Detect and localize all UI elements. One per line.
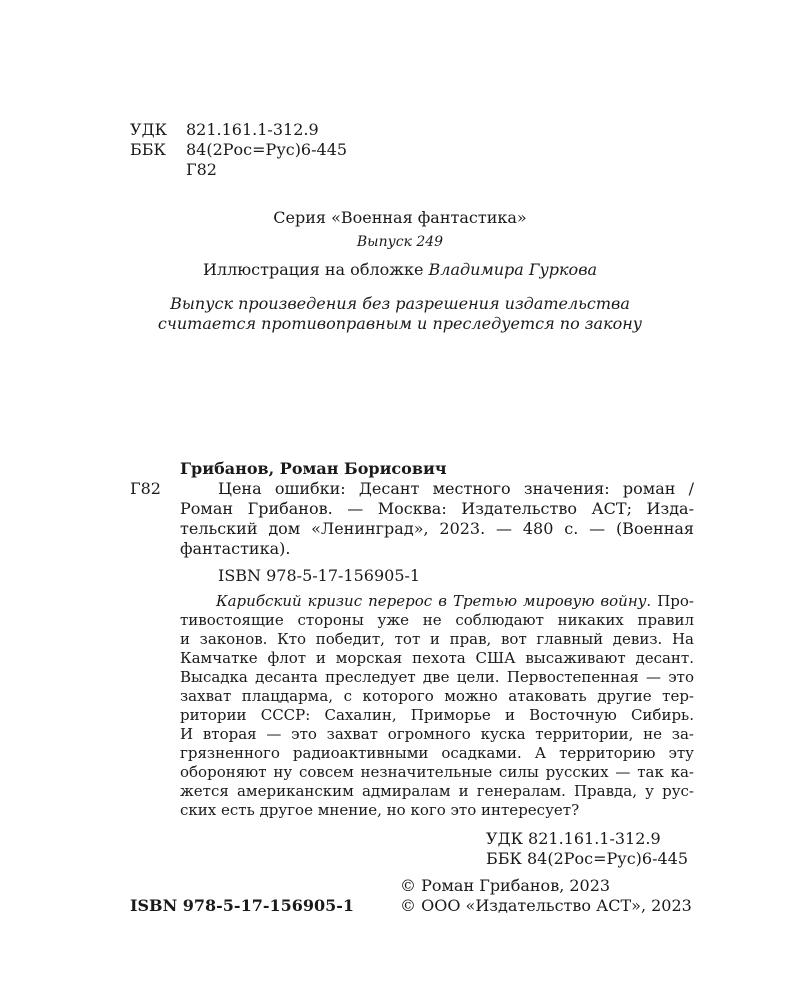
annotation-line: тивостоящие стороны уже не соблюдают никаких правил xyxy=(180,611,694,629)
annotation-line: обороняют ну совсем незначительные силы русских — так ка- xyxy=(180,763,694,781)
illustration-artist: Владимира Гуркова xyxy=(428,260,598,279)
bibliography-mark: Г82 xyxy=(130,479,161,498)
annotation-line: Камчатке флот и морская пехота США высаживают десант. xyxy=(180,649,694,667)
annotation-first-line xyxy=(216,592,694,611)
udk-row xyxy=(130,120,347,140)
udk-label: УДК xyxy=(130,120,167,139)
catalog-bbk-bottom: ББК 84(2Рос=Рус)6-445 xyxy=(486,849,689,868)
catalog-udk-bottom: УДК 821.161.1-312.9 xyxy=(486,829,661,848)
bbk-label: ББК xyxy=(130,140,166,159)
illustration-credit xyxy=(0,260,800,280)
series-issue: Выпуск 249 xyxy=(356,234,444,250)
udk-value: 821.161.1-312.9 xyxy=(186,120,319,139)
legal-warning-line-2: считается противоправным и преследуется по закону xyxy=(157,314,643,333)
isbn-bottom: ISBN 978-5-17-156905-1 xyxy=(130,896,355,915)
annotation-line: и законов. Кто победит, тот и прав, вот главный девиз. На xyxy=(180,630,694,648)
author-mark: Г82 xyxy=(186,160,217,179)
illustration-prefix: Иллюстрация на обложке xyxy=(202,260,429,279)
copyright-author: © Роман Грибанов, 2023 xyxy=(400,876,611,895)
catalog-codes-top xyxy=(130,120,347,180)
annotation-line: ритории СССР: Сахалин, Приморье и Восточную Сибирь. xyxy=(180,706,694,724)
annotation-line: И вторая — это захват огромного куска территории, не за- xyxy=(180,725,694,743)
annotation-line: Высадка десанта преследует две цели. Первостепенная — это xyxy=(180,668,694,686)
annotation-line: грязненного радиоактивными осадками. А территорию эту xyxy=(180,744,694,762)
annotation-line: захват плацдарма, с которого можно атаковать другие тер- xyxy=(180,687,694,705)
author-mark-row xyxy=(130,160,347,180)
annotation-line: жется американским адмиралам и генералам. Правда, у рус- xyxy=(180,782,694,800)
copyright-publisher: © ООО «Издательство АСТ», 2023 xyxy=(400,896,692,915)
bibliography-author: Грибанов, Роман Борисович xyxy=(180,459,447,478)
bibliography-line: тельский дом «Ленинград», 2023. — 480 с. — (Военная xyxy=(180,519,694,538)
annotation-lead: Карибский кризис перерос в Третью мировую войну. xyxy=(216,592,652,610)
annotation-first-rest: Про- xyxy=(651,592,694,610)
bbk-value: 84(2Рос=Рус)6-445 xyxy=(186,140,348,159)
bibliography-line: Цена ошибки: Десант местного значения: роман / xyxy=(218,479,694,498)
annotation-line: ских есть другое мнение, но кого это интересует? xyxy=(180,801,580,819)
legal-warning-line-1: Выпуск произведения без разрешения издательства xyxy=(170,294,630,313)
bibliography-line: Роман Грибанов. — Москва: Издательство АСТ; Изда- xyxy=(180,499,694,518)
bbk-row xyxy=(130,140,347,160)
bibliography-line: фантастика). xyxy=(180,539,291,558)
bibliography-isbn: ISBN 978-5-17-156905-1 xyxy=(218,566,421,585)
series-line: Серия «Военная фантастика» xyxy=(273,208,527,227)
